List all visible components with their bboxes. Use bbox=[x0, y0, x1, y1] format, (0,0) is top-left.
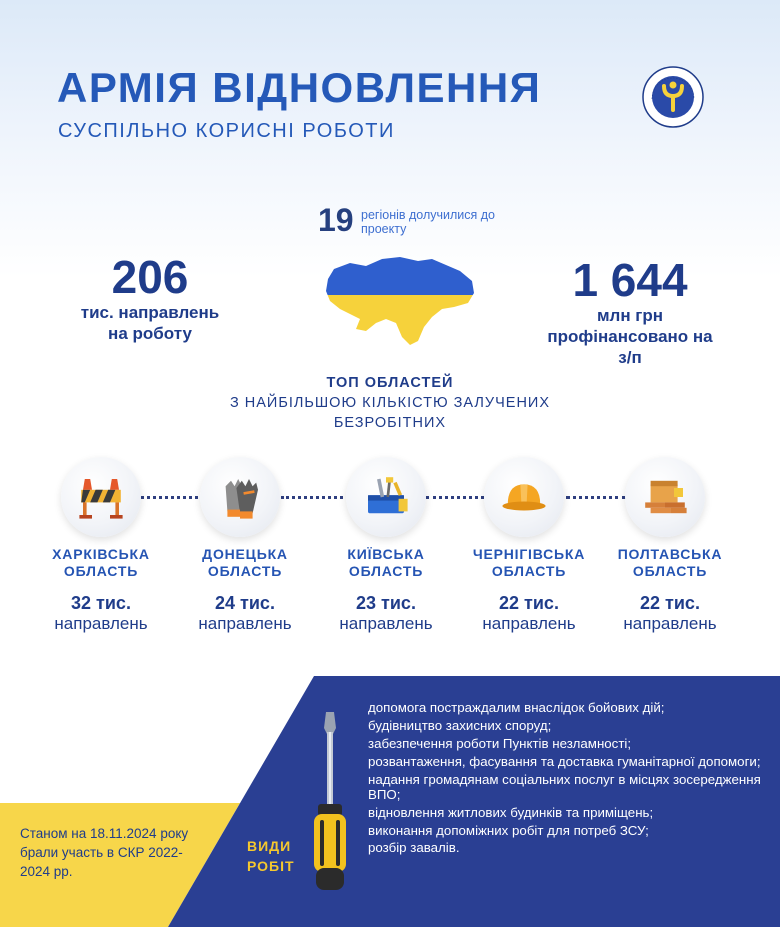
list-item: розбір завалів. bbox=[368, 840, 460, 856]
region-count: 22 тис. bbox=[640, 593, 700, 613]
region-count: 24 тис. bbox=[215, 593, 275, 613]
hard-hat-icon bbox=[484, 457, 564, 537]
region-unit: направлень bbox=[198, 614, 292, 633]
list-item: будівництво захисних споруд; bbox=[368, 717, 552, 733]
region-unit: направлень bbox=[623, 614, 717, 633]
connector-line bbox=[136, 496, 198, 499]
region-poltava bbox=[595, 546, 745, 635]
region-kharkiv bbox=[26, 546, 176, 635]
work-gloves-icon bbox=[200, 457, 280, 537]
funding-label: млн грн профінансовано на з/п bbox=[547, 306, 713, 367]
road-barrier-icon bbox=[61, 457, 141, 537]
page-subtitle: СУСПІЛЬНО КОРИСНІ РОБОТИ bbox=[58, 120, 395, 142]
work-types-label: ВИДИ РОБІТ bbox=[247, 838, 295, 874]
list-item: забезпечення роботи Пунктів незламності; bbox=[368, 735, 632, 751]
region-name: ПОЛТАВСЬКА ОБЛАСТЬ bbox=[617, 546, 723, 579]
top-subheading: З НАЙБІЛЬШОЮ КІЛЬКІСТЮ ЗАЛУЧЕНИХ БЕЗРОБІТНИХ bbox=[229, 395, 551, 431]
connector-line bbox=[426, 496, 484, 499]
list-item: відновлення житлових будинків та приміщень; bbox=[368, 804, 654, 820]
ukraine-map-icon bbox=[322, 251, 477, 351]
regions-count: 19 bbox=[318, 202, 354, 238]
region-kyiv bbox=[311, 546, 461, 635]
list-item: надання громадянам соціальних послуг в місцях зосередження ВПО; bbox=[368, 771, 761, 802]
region-unit: направлень bbox=[482, 614, 576, 633]
status-note: Станом на 18.11.2024 року брали участь в СКР 2022-2024 рр. bbox=[20, 826, 189, 879]
bricks-box-icon bbox=[625, 457, 705, 537]
funding-stat bbox=[540, 255, 720, 368]
referrals-number: 206 bbox=[111, 251, 189, 303]
employment-service-logo-icon bbox=[642, 66, 704, 128]
region-name: ЧЕРНІГІВСЬКА ОБЛАСТЬ bbox=[472, 546, 586, 579]
region-unit: направлень bbox=[54, 614, 148, 633]
toolbox-icon bbox=[346, 457, 426, 537]
screwdriver-icon bbox=[300, 708, 360, 898]
list-item: допомога постраждалим внаслідок бойових дій; bbox=[368, 700, 665, 715]
region-count: 32 тис. bbox=[71, 593, 131, 613]
referrals-stat bbox=[70, 252, 230, 344]
top-heading: ТОП ОБЛАСТЕЙ bbox=[326, 375, 454, 391]
region-unit: направлень bbox=[339, 614, 433, 633]
region-donetsk bbox=[170, 546, 320, 635]
region-name: КИЇВСЬКА ОБЛАСТЬ bbox=[347, 546, 425, 579]
region-count: 23 тис. bbox=[356, 593, 416, 613]
regions-caption: регіонів долучилися до проекту bbox=[361, 208, 496, 236]
connector-line bbox=[281, 496, 343, 499]
top-regions-heading bbox=[190, 373, 590, 433]
region-chernihiv bbox=[454, 546, 604, 635]
connector-line bbox=[566, 496, 626, 499]
list-item: виконання допоміжних робіт для потреб ЗСУ; bbox=[368, 822, 649, 838]
page-title: АРМІЯ ВІДНОВЛЕННЯ bbox=[57, 64, 542, 111]
referrals-label: тис. направлень на роботу bbox=[80, 303, 220, 343]
region-count: 22 тис. bbox=[499, 593, 559, 613]
work-types-list bbox=[368, 700, 763, 858]
funding-number: 1 644 bbox=[572, 254, 688, 306]
region-name: ХАРКІВСЬКА ОБЛАСТЬ bbox=[52, 546, 150, 579]
region-name: ДОНЕЦЬКА ОБЛАСТЬ bbox=[202, 546, 288, 579]
list-item: розвантаження, фасування та доставка гуманітарної допомоги; bbox=[368, 753, 761, 769]
